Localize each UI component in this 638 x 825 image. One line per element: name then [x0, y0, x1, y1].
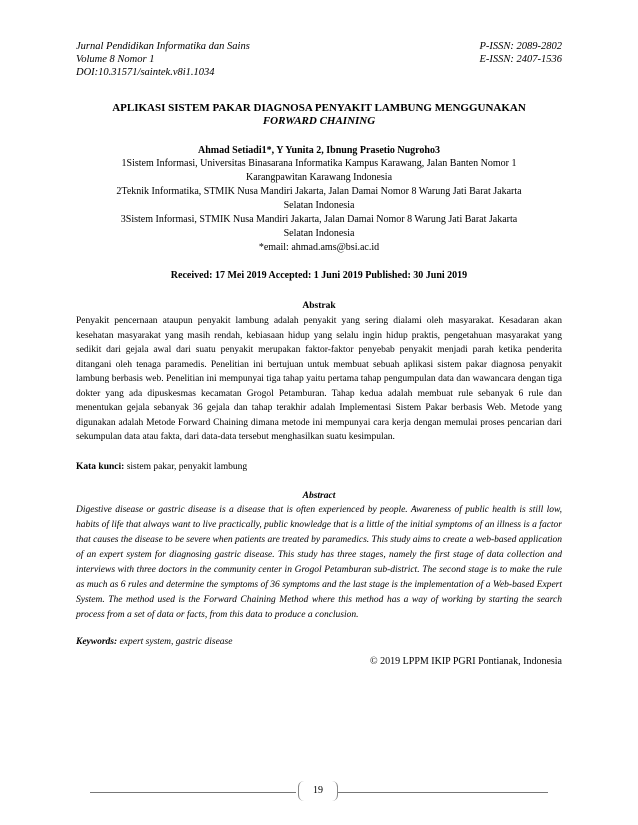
- affiliation-line: Karangpawitan Karawang Indonesia: [245, 172, 393, 183]
- journal-header: [76, 40, 562, 79]
- page-footer: [90, 781, 548, 803]
- abstrak-heading: Abstrak: [302, 301, 336, 311]
- kata-kunci: [76, 461, 562, 473]
- journal-name: Jurnal Pendidikan Informatika dan Sains: [76, 41, 250, 52]
- keywords-values: expert system, gastric disease: [119, 636, 233, 647]
- footer-rule-right: [338, 792, 548, 793]
- paper-title: [76, 102, 562, 128]
- abstrak-text: Penyakit pencernaan ataupun penyakit lambung adalah penyakit yang sering dialami oleh masyarakat. Kesadaran akan kesehatan masyarakat yang masih rendah, kebiasaan hidup yang selalu ingin hidup praktis, pengetahuan masyarakat yang sedikit dari gejala awal dari suatu penyakit merupakan faktor-faktor penyebab penyakit menjadi parah ketika penderita ditangani oleh tenaga paramedis. Penelitian ini bertujuan untuk membuat sebuah aplikasi sistem pakar diagnosa penyakit lambung berbasis web. Penelitian ini mempunyai tiga tahap yaitu pertama tahap pengumpulan data dan wawancara dengan tiga dokter yang ada dipuskesmas kecamatan Grogol Petamburan. Tahap kedua adalah membuat rule sebanyak 6 rule dan menentukan gejala sebanyak 36 gejala dan tahap terakhir adalah Implementasi Sistem Pakar berbasis Web. Metode yang digunakan adalah Metode Forward Chaining dimana metode ini mempunyai cara kerja dengan memulai proses pencarian dari sekumpulan data atau fakta, dari data-data tersebut menghasilkan suatu kesimpulan.: [76, 316, 562, 442]
- keywords-label: Keywords:: [76, 636, 118, 647]
- journal-doi: DOI:10.31571/saintek.v8i1.1034: [76, 67, 215, 78]
- affiliation-line: 3Sistem Informasi, STMIK Nusa Mandiri Jakarta, Jalan Damai Nomor 8 Warung Jati Barat Jakarta: [120, 214, 518, 225]
- affiliation-line: 2Teknik Informatika, STMIK Nusa Mandiri Jakarta, Jalan Damai Nomor 8 Warung Jati Barat Jakarta: [116, 186, 522, 197]
- authors: Ahmad Setiadi1*, Y Yunita 2, Ibnung Prasetio Nugroho3: [198, 145, 440, 156]
- author-email: *email: ahmad.ams@bsi.ac.id: [258, 242, 380, 253]
- title-line-1: APLIKASI SISTEM PAKAR DIAGNOSA PENYAKIT LAMBUNG MENGGUNAKAN: [112, 102, 526, 114]
- affiliation-line: Selatan Indonesia: [283, 200, 355, 211]
- journal-issn: [479, 40, 562, 79]
- p-issn: P-ISSN: 2089-2802: [479, 41, 562, 52]
- copyright: © 2019 LPPM IKIP PGRI Pontianak, Indonesia: [370, 655, 562, 667]
- e-issn: E-ISSN: 2407-1536: [479, 54, 562, 65]
- title-line-2: FORWARD CHAINING: [262, 115, 376, 127]
- keywords: [76, 636, 562, 648]
- received-dates: Received: 17 Mei 2019 Accepted: 1 Juni 2019 Published: 30 Juni 2019: [170, 270, 468, 281]
- footer-rule-left: [90, 792, 296, 793]
- journal-info: [76, 40, 250, 79]
- abstract-text: Digestive disease or gastric disease is a disease that is often experienced by people. Awareness of public health is still low, habits of life that always want to live practically, public knowledge that is a little of the initial symptoms of an illness is a factor that causes the disease to be severe when patients are treated by paramedics. This study aims to create a web-based application of an expert system for diagnosing gastric disease. This study has three stages, namely the first stage of data collection and interviews with three doctors in the community center in Grogol Petamburan sub-district. The second stage is to make the rule as much as 6 rules and determine the symptoms of 36 symptoms and the last stage is the implementation of a Web-based Expert System. The method used is the Forward Chaining Method where this method has a way of working by starting the search process from a set of data or facts, from this data to produce a conclusion.: [76, 504, 562, 620]
- journal-volume: Volume 8 Nomor 1: [76, 54, 155, 65]
- page-number: 19: [298, 781, 338, 801]
- kata-kunci-label: Kata kunci:: [76, 461, 125, 472]
- paper-page: [76, 40, 562, 668]
- affiliation-line: Selatan Indonesia: [283, 228, 355, 239]
- abstract-heading: Abstract: [302, 490, 336, 501]
- affiliation-line: 1Sistem Informasi, Universitas Binasarana Informatika Kampus Karawang, Jalan Banten Nomor 1: [121, 158, 517, 169]
- kata-kunci-values: sistem pakar, penyakit lambung: [126, 461, 248, 472]
- affiliations: [76, 157, 562, 255]
